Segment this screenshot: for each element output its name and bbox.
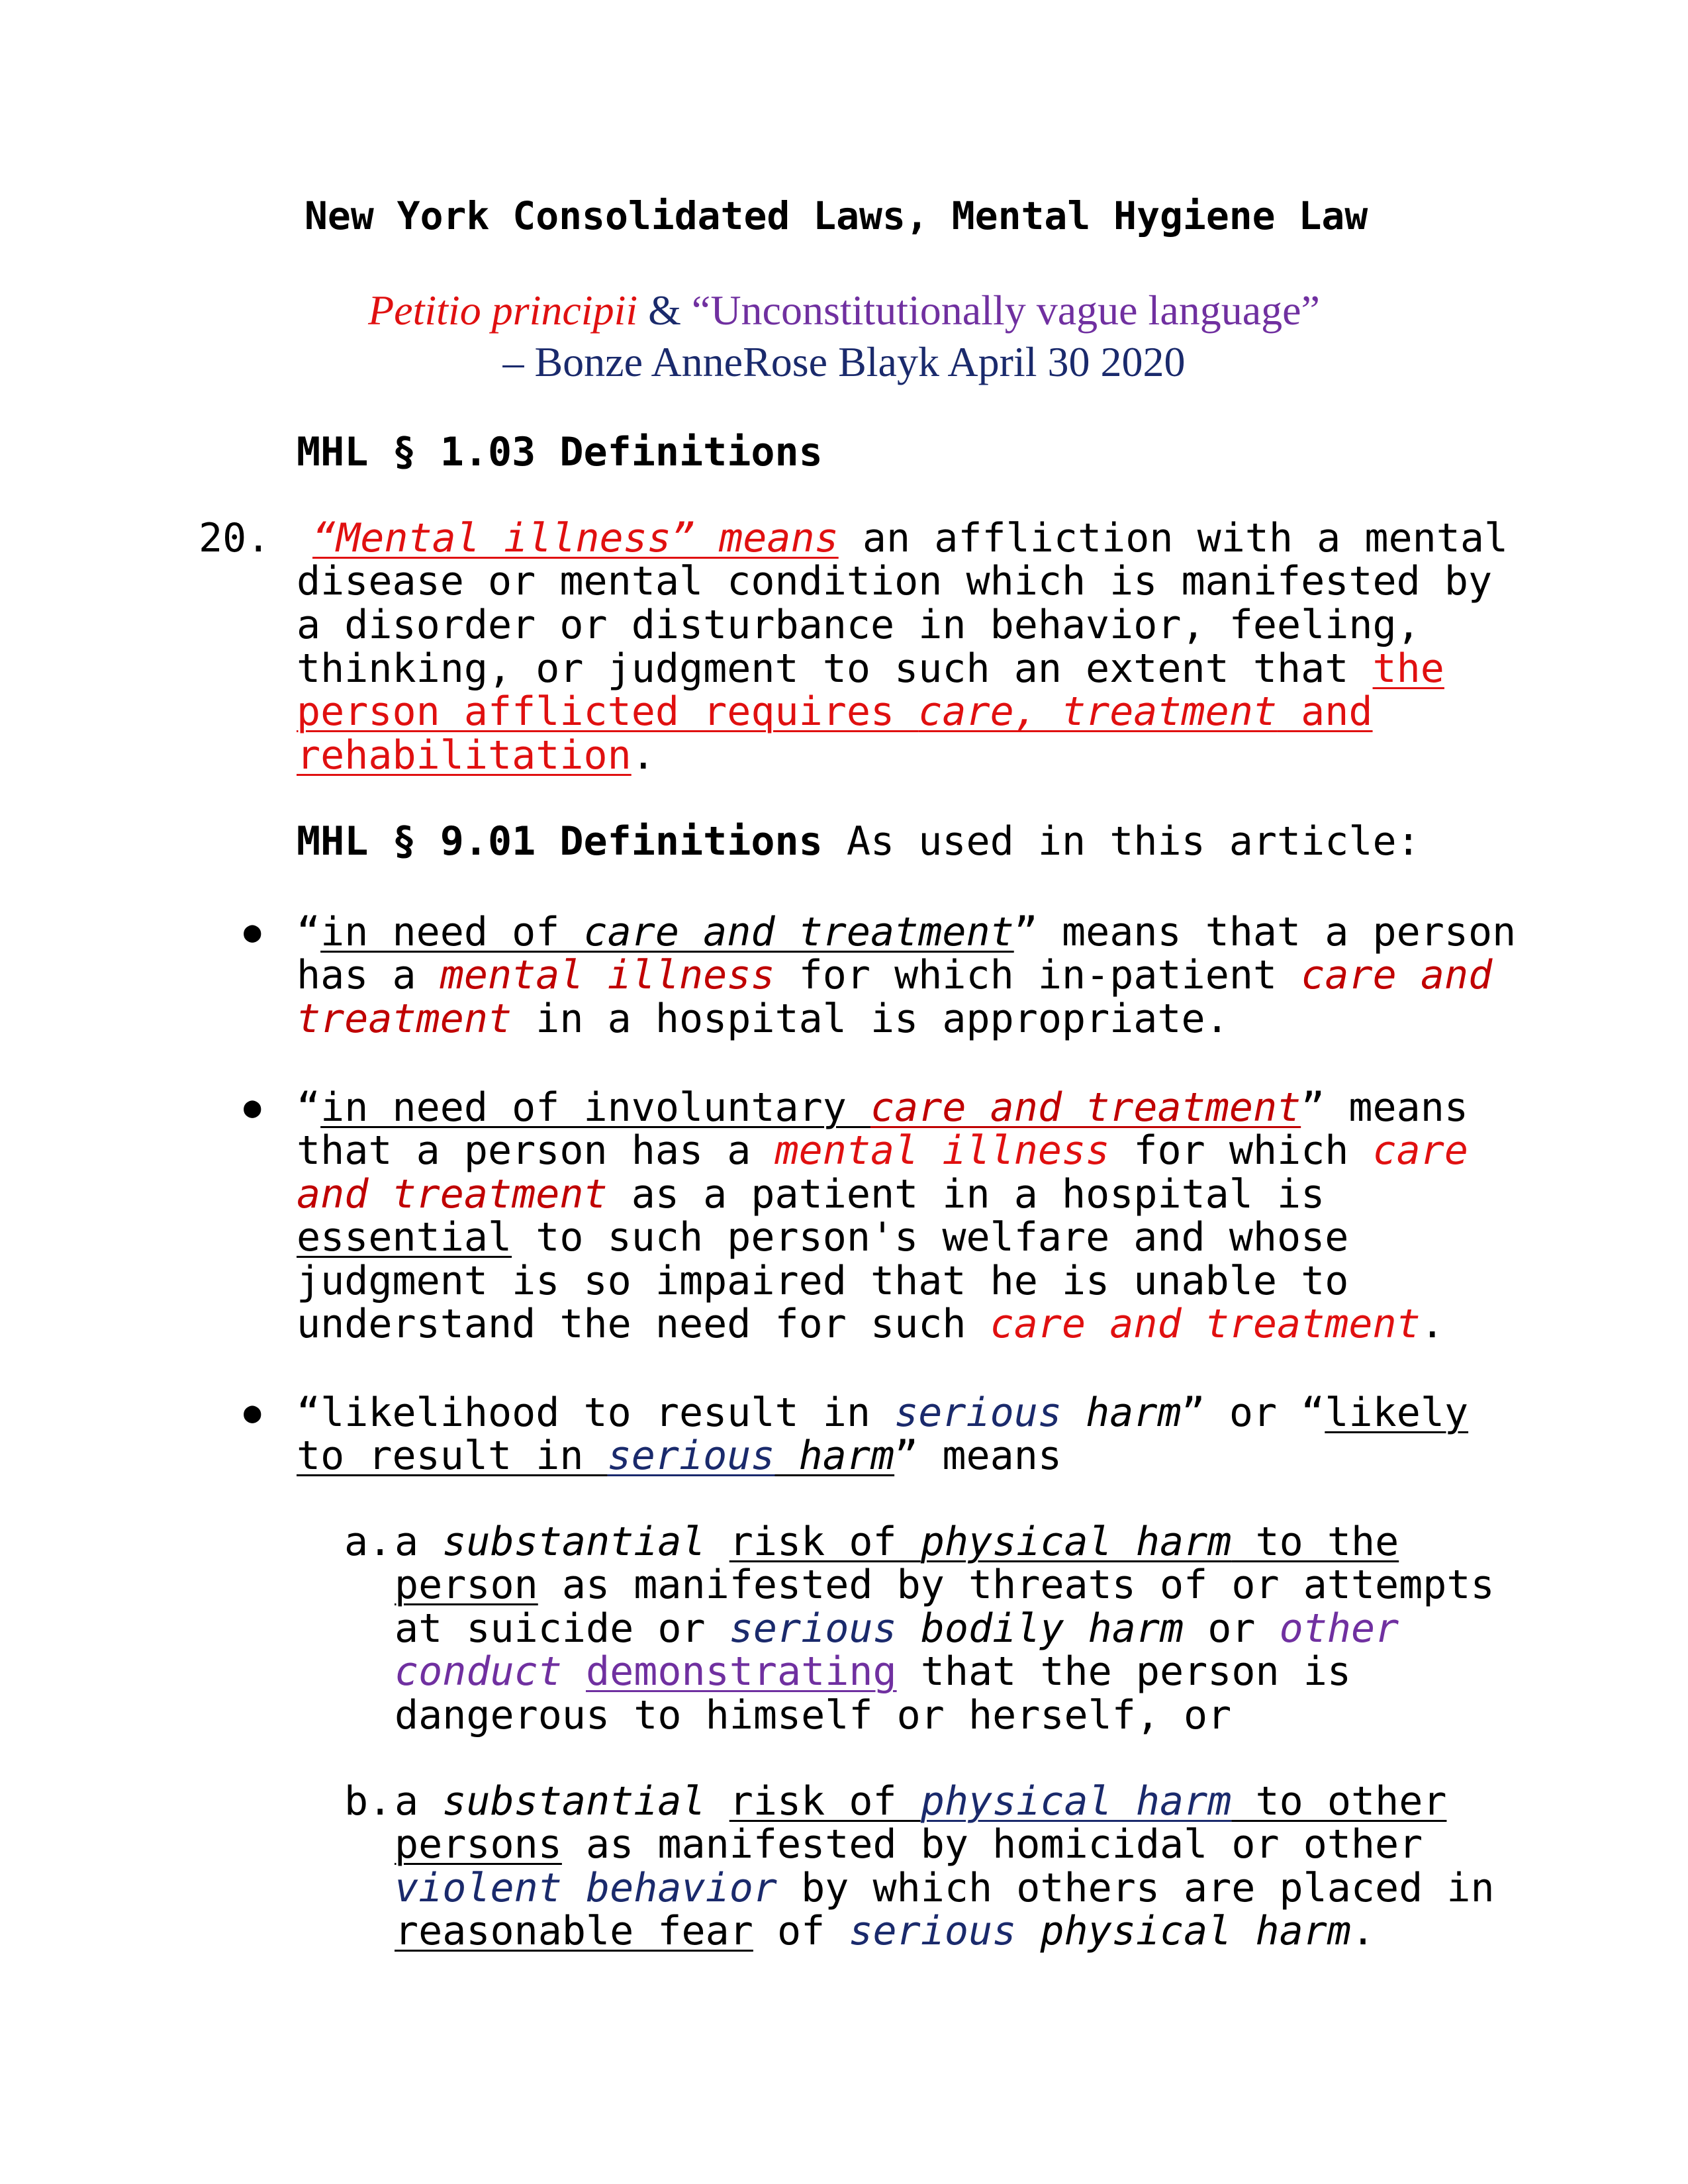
page-title: New York Consolidated Laws, Mental Hygiene Law xyxy=(305,193,1368,238)
definition-line xyxy=(297,996,1229,1042)
text: substantial xyxy=(442,1778,706,1825)
text: serious xyxy=(894,1390,1062,1436)
subtitle-quote: “Unconstitutionally vague language” xyxy=(691,287,1320,334)
text: care and treatment xyxy=(990,1301,1421,1347)
text: a xyxy=(395,1778,443,1825)
definition-line xyxy=(395,1865,1495,1911)
definition-line xyxy=(297,909,1516,955)
text: care, treatment xyxy=(918,688,1278,735)
subtitle-amp: & xyxy=(637,287,692,334)
text: person afflicted requires xyxy=(297,688,919,735)
text: mental illness xyxy=(440,952,775,998)
text: as manifested by homicidal or other xyxy=(561,1821,1423,1868)
bullet-icon: ● xyxy=(244,915,261,949)
text: in need of involuntary xyxy=(320,1084,870,1131)
text: likely xyxy=(1325,1390,1469,1436)
text: ” means xyxy=(894,1433,1062,1479)
text: other xyxy=(1279,1605,1399,1652)
text: physical harm xyxy=(1016,1908,1351,1954)
definition-line xyxy=(297,1127,1468,1174)
text: to such person's welfare and whose xyxy=(512,1214,1349,1260)
subtitle-petitio: Petitio principii xyxy=(368,287,638,334)
text: for which in-patient xyxy=(774,952,1301,998)
text: an affliction with a mental xyxy=(838,515,1509,561)
definition-line: disease or mental condition which is manifested by xyxy=(297,558,1493,604)
text: reasonable fear xyxy=(395,1908,753,1954)
text: in a hospital is appropriate. xyxy=(512,996,1229,1042)
section-901-heading: MHL § 9.01 Definitions xyxy=(297,818,823,865)
text: and treatment xyxy=(297,1171,608,1217)
text: “ xyxy=(297,1084,321,1131)
text: substantial xyxy=(442,1519,706,1565)
text: rehabilitation xyxy=(297,732,632,779)
text: conduct xyxy=(395,1648,562,1695)
definition-line xyxy=(297,1214,1348,1260)
text: physical harm xyxy=(920,1778,1232,1825)
definition-line xyxy=(297,688,1373,735)
text: ” means xyxy=(1301,1084,1469,1131)
text: . xyxy=(1350,1908,1376,1954)
definition-line xyxy=(297,1390,1468,1436)
definition-line: dangerous to himself or herself, or xyxy=(395,1692,1232,1738)
mental-illness-term: “Mental illness” means xyxy=(312,515,839,561)
text: to other xyxy=(1231,1778,1447,1825)
text: demonstrating xyxy=(586,1648,897,1695)
text: . xyxy=(631,732,655,779)
text: care and treatment xyxy=(583,909,1014,955)
definition-line: a disorder or disturbance in behavior, feeling, xyxy=(297,602,1421,648)
text: in need of xyxy=(320,909,584,955)
text: by which others are placed in xyxy=(776,1865,1495,1911)
text: “likelihood to result in xyxy=(297,1390,895,1436)
list-marker-b: b. xyxy=(344,1778,393,1825)
bullet-icon: ● xyxy=(244,1396,261,1429)
text: risk of xyxy=(729,1519,921,1565)
definition-line xyxy=(395,1648,1351,1695)
text: care xyxy=(1372,1127,1469,1174)
definition-line xyxy=(312,515,1508,561)
text: persons xyxy=(395,1821,562,1868)
text: treatment xyxy=(297,996,512,1042)
definition-line xyxy=(395,1519,1399,1565)
definition-line xyxy=(297,1301,1444,1347)
text: care and treatment xyxy=(870,1084,1301,1131)
text: of xyxy=(753,1908,849,1954)
text: as manifested by threats of or attempts xyxy=(538,1562,1495,1608)
text: ” or “ xyxy=(1181,1390,1325,1436)
text: person xyxy=(395,1562,538,1608)
subtitle-author: – Bonze AnneRose Blayk April 30 2020 xyxy=(502,338,1186,385)
text: has a xyxy=(297,952,440,998)
definition-line: judgment is so impaired that he is unable to xyxy=(297,1258,1349,1304)
definition-line xyxy=(395,1605,1399,1652)
text: “ xyxy=(297,909,321,955)
text: to result in xyxy=(297,1433,608,1479)
definition-line xyxy=(395,1821,1423,1868)
text: bodily harm xyxy=(896,1605,1184,1652)
text: serious xyxy=(607,1433,775,1479)
subtitle xyxy=(0,286,1688,335)
section-901-heading-line xyxy=(297,818,1421,865)
text: serious xyxy=(849,1908,1017,1954)
text: risk of xyxy=(729,1778,921,1825)
text: and xyxy=(1277,688,1373,735)
list-marker-a: a. xyxy=(344,1519,393,1565)
section-103-number: 20. xyxy=(199,515,271,561)
text: that the person is xyxy=(896,1648,1351,1695)
text: thinking, or judgment to such an extent that xyxy=(297,645,1373,692)
text: physical harm xyxy=(920,1519,1232,1565)
text xyxy=(562,1648,586,1695)
definition-line xyxy=(297,1084,1468,1131)
section-103-heading: MHL § 1.03 Definitions xyxy=(297,429,823,475)
text: at suicide or xyxy=(395,1605,729,1652)
text: violent behavior xyxy=(395,1865,777,1911)
definition-line xyxy=(395,1562,1495,1608)
text: serious xyxy=(729,1605,897,1652)
text: ” means that a person xyxy=(1013,909,1517,955)
text: or xyxy=(1184,1605,1280,1652)
definition-line xyxy=(297,952,1492,998)
text: a xyxy=(395,1519,443,1565)
text: care and xyxy=(1301,952,1493,998)
definition-line xyxy=(395,1908,1375,1954)
text: harm xyxy=(774,1433,895,1479)
text: for which xyxy=(1109,1127,1373,1174)
bullet-icon: ● xyxy=(244,1090,261,1124)
section-901-intro: As used in this article: xyxy=(822,818,1421,865)
definition-line xyxy=(297,732,655,779)
definition-line xyxy=(297,1171,1325,1217)
definition-line xyxy=(297,1433,1062,1479)
text: as a patient in a hospital is xyxy=(607,1171,1325,1217)
text: the xyxy=(1372,645,1444,692)
text xyxy=(706,1778,729,1825)
text: understand the need for such xyxy=(297,1301,990,1347)
definition-line xyxy=(297,645,1444,692)
text: mental illness xyxy=(774,1127,1110,1174)
text: . xyxy=(1420,1301,1444,1347)
text: that a person has a xyxy=(297,1127,775,1174)
text: essential xyxy=(297,1214,512,1260)
text: to the xyxy=(1231,1519,1399,1565)
definition-line xyxy=(395,1778,1446,1825)
text xyxy=(706,1519,729,1565)
text: harm xyxy=(1061,1390,1182,1436)
